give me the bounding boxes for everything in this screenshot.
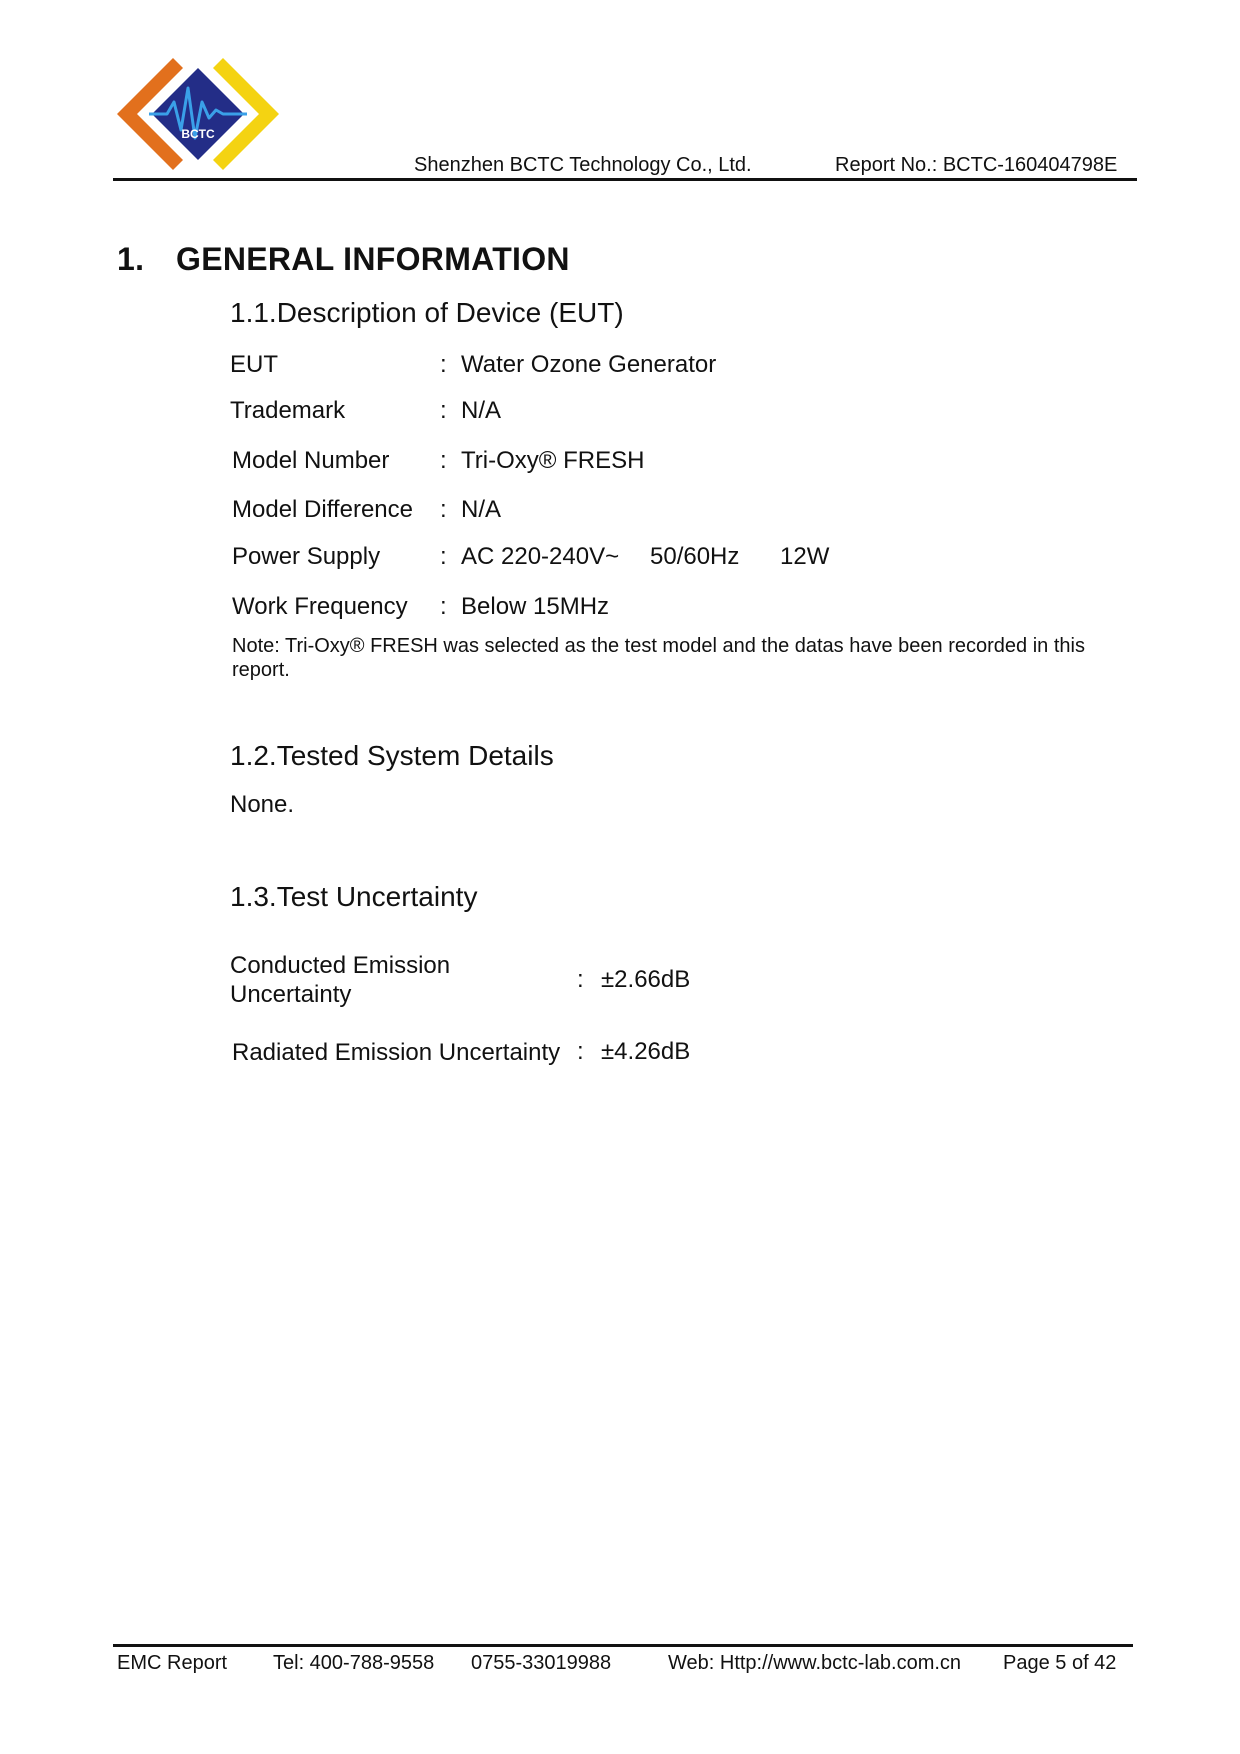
subsection-number: 1.1.	[230, 297, 277, 328]
footer-tel-2: 0755-33019988	[471, 1652, 612, 1674]
footer-report-type: EMC Report	[117, 1652, 228, 1674]
row-value: Water Ozone Generator	[461, 351, 717, 378]
row-value	[461, 543, 829, 571]
row-colon: :	[440, 397, 447, 424]
row-colon: :	[440, 496, 447, 523]
row-value: N/A	[461, 397, 502, 424]
footer-page-number: Page 5 of 42	[1003, 1652, 1117, 1674]
row-label: Model Difference	[232, 496, 413, 523]
row-colon: :	[440, 593, 447, 620]
header-rule	[113, 178, 1137, 181]
report-number: Report No.: BCTC-160404798E	[835, 154, 1118, 176]
row-colon: :	[440, 351, 447, 378]
footer-web: Web: Http://www.bctc-lab.com.cn	[668, 1652, 962, 1674]
uncertainty-label: Radiated Emission Uncertainty	[232, 1039, 561, 1066]
row-label: Power Supply	[232, 543, 381, 570]
subsection-title: Test Uncertainty	[276, 881, 478, 912]
row-value: N/A	[461, 496, 502, 523]
subsection-heading-device	[230, 297, 624, 329]
uncertainty-colon: :	[577, 966, 584, 993]
subsection-title: Tested System Details	[276, 740, 554, 771]
subsection-number: 1.3.	[230, 881, 277, 912]
row-label: Trademark	[230, 397, 346, 424]
bctc-logo	[117, 58, 279, 170]
tested-system-text: None.	[230, 791, 295, 818]
row-label: Work Frequency	[232, 593, 408, 620]
subsection-number: 1.2.	[230, 740, 277, 771]
logo-text: BCTC	[181, 127, 215, 141]
row-value: Below 15MHz	[461, 593, 610, 620]
uncertainty-label-line: Uncertainty	[230, 981, 352, 1008]
uncertainty-label-line: Conducted Emission	[230, 952, 451, 979]
uncertainty-colon: :	[577, 1038, 584, 1065]
row-label: Model Number	[232, 447, 390, 474]
row-value: Tri-Oxy® FRESH	[461, 447, 645, 474]
uncertainty-label	[230, 951, 450, 1009]
uncertainty-value: ±2.66dB	[601, 966, 691, 993]
section-heading	[117, 241, 570, 278]
footer-tel: Tel: 400-788-9558	[273, 1652, 435, 1674]
subsection-heading-tested-system	[230, 740, 554, 772]
footer-rule	[113, 1644, 1133, 1647]
test-model-note: Note: Tri-Oxy® FRESH was selected as the test model and the datas have been recorded in this report.	[232, 635, 1085, 681]
subsection-title: Description of Device (EUT)	[276, 297, 624, 328]
power-value: 12W	[780, 543, 830, 570]
row-colon: :	[440, 543, 447, 570]
section-number: 1.	[117, 241, 145, 277]
row-colon: :	[440, 447, 447, 474]
subsection-heading-uncertainty	[230, 881, 477, 913]
section-title: GENERAL INFORMATION	[176, 241, 570, 277]
uncertainty-value: ±4.26dB	[601, 1038, 691, 1065]
frequency-value: 50/60Hz	[650, 543, 740, 570]
company-name: Shenzhen BCTC Technology Co., Ltd.	[414, 154, 752, 176]
voltage-value: AC 220-240V~	[461, 543, 620, 570]
row-label: EUT	[230, 351, 278, 378]
